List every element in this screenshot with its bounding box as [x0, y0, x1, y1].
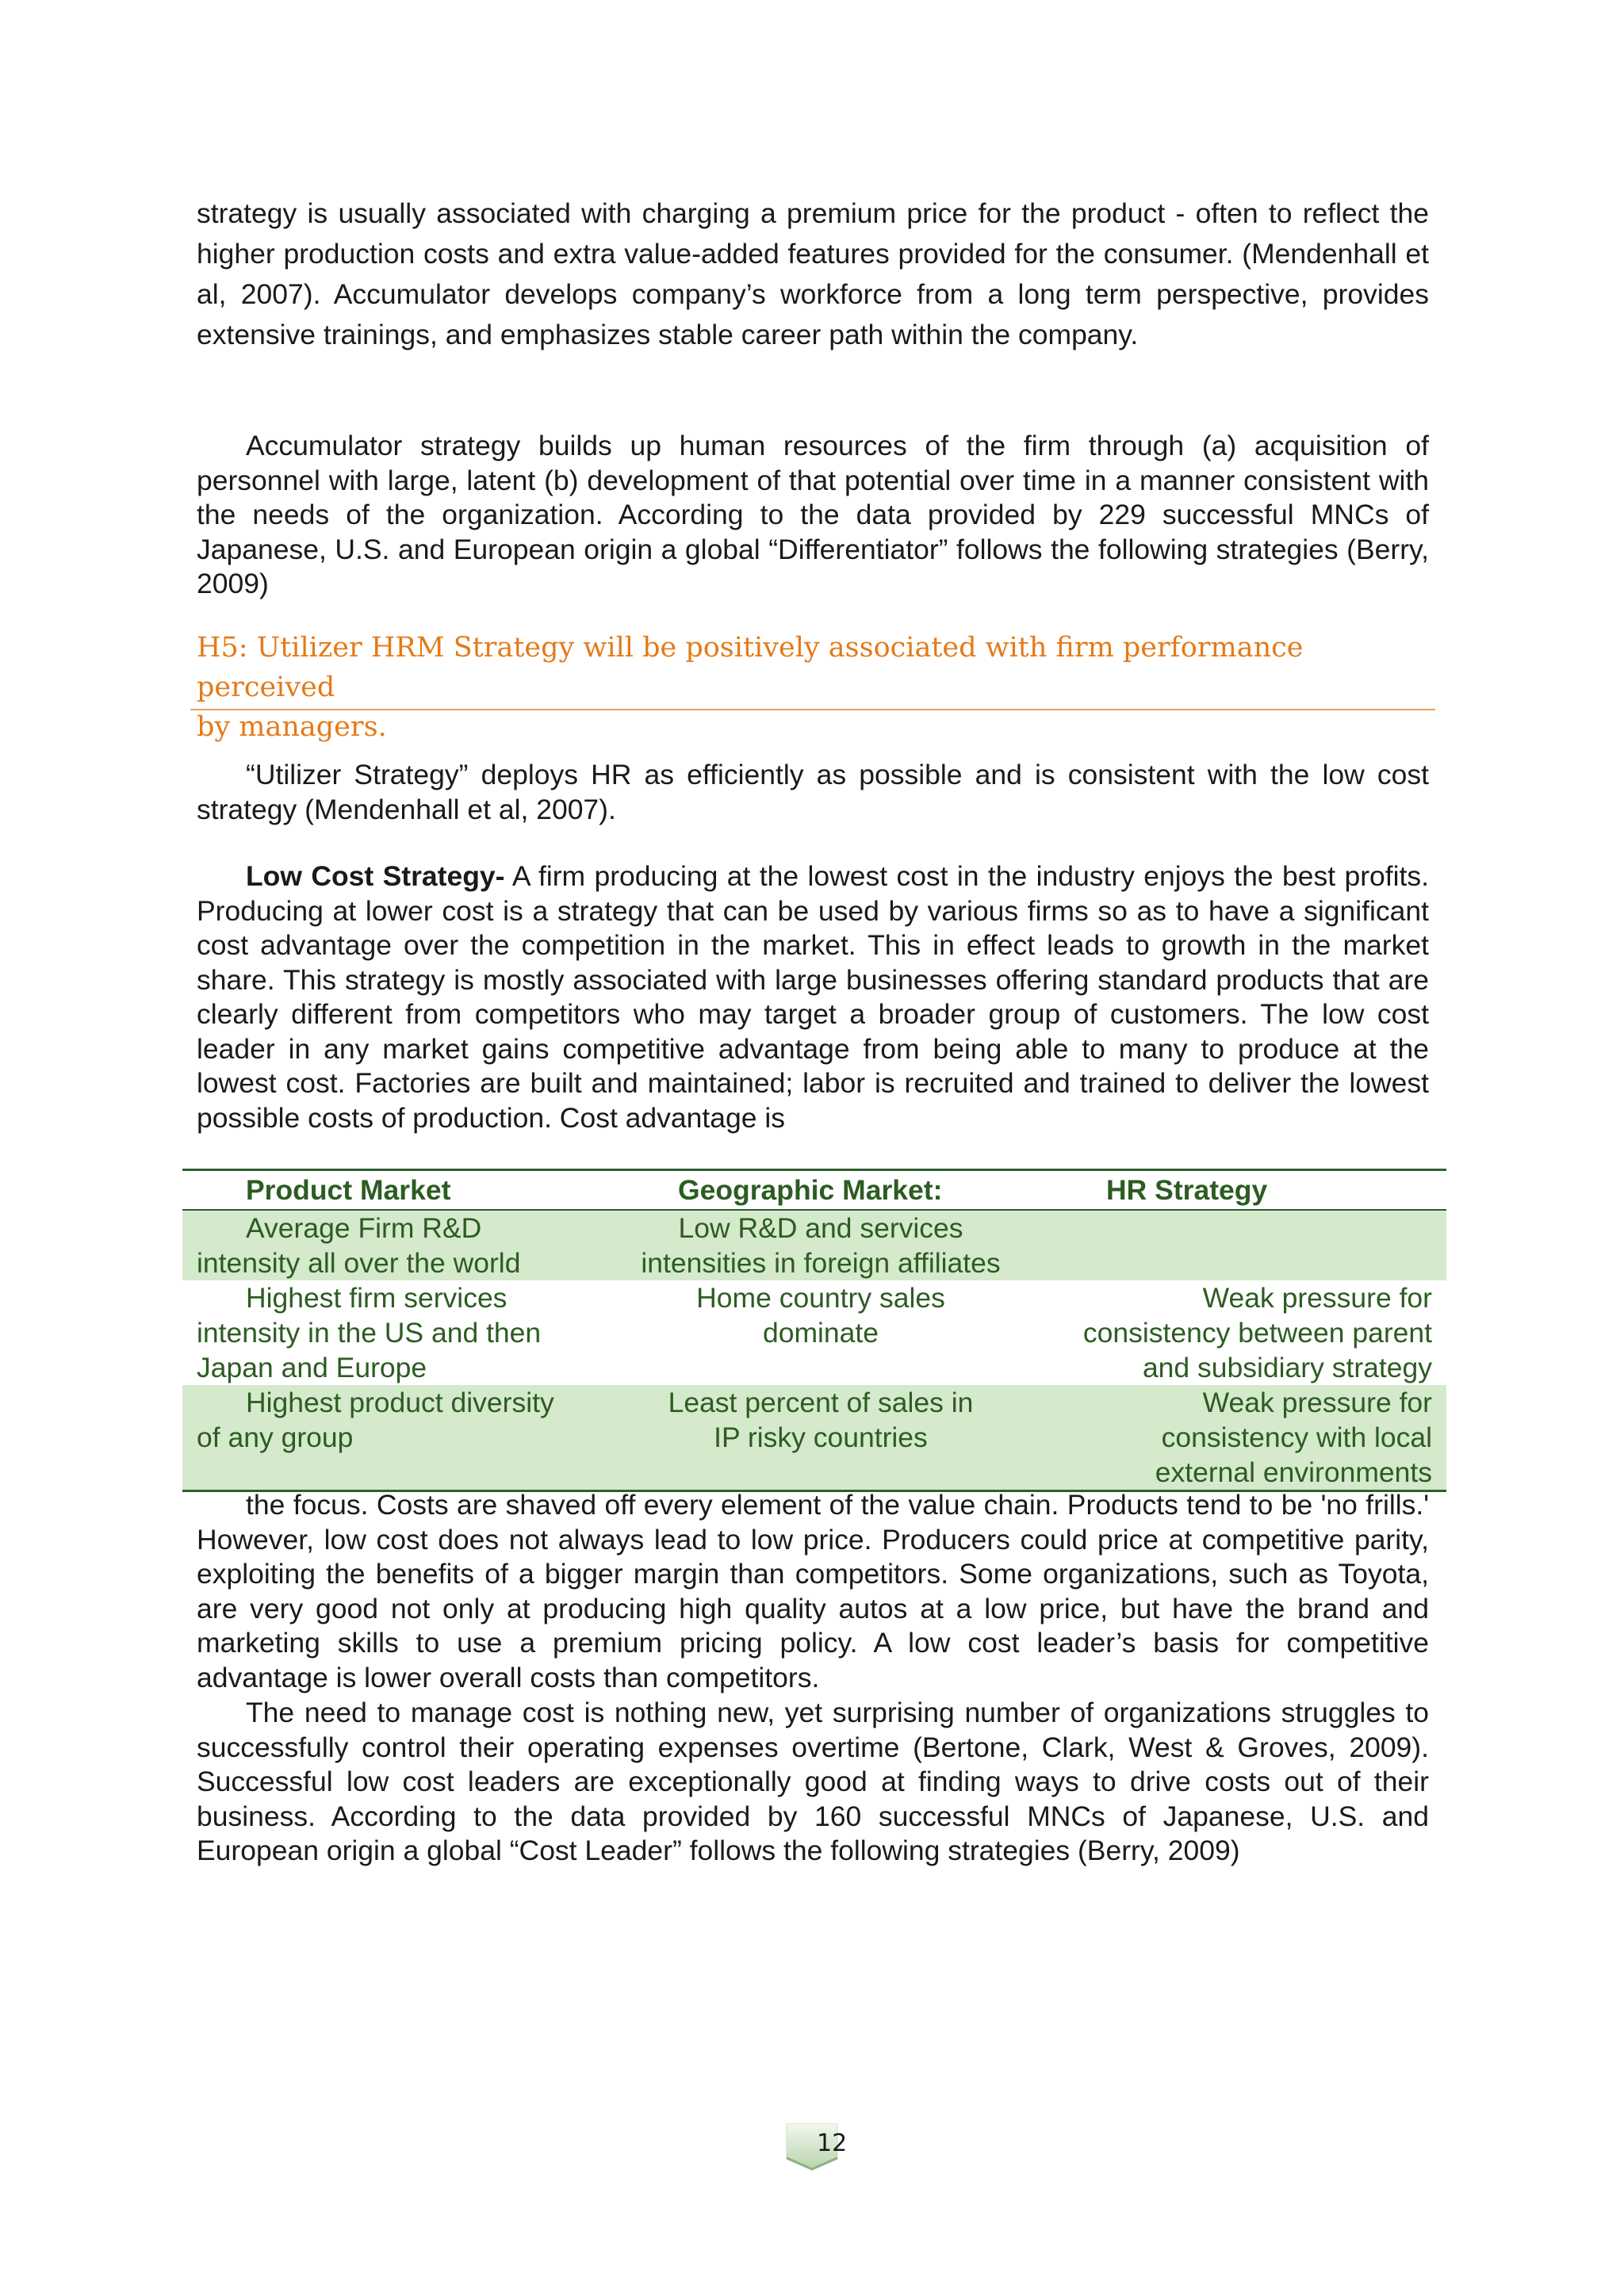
cell-line: Weak pressure for — [1202, 1387, 1432, 1418]
paragraph-6: The need to manage cost is nothing new, yet surprising number of organizations struggles to successfully control their operating expenses overtime (Bertone, Clark, West & Groves, 2009). Successful low cost leaders are exceptionally good at finding ways to drive costs out of their business. According to the data provided by 160 successful MNCs of Japanese, U.S. and European origin a global “Cost Leader” follows the following strategies (Berry, 2009) — [197, 1697, 1429, 1866]
table-cell — [182, 1211, 615, 1280]
header-hr-strategy: HR Strategy — [1106, 1174, 1268, 1206]
paragraph-4-text: A firm producing at the lowest cost in the industry enjoys the best profits. Producing at lower cost is a strategy that can be used by various firms so as to have a significant cost advantage over the competition in the market. This in effect leads to growth in the market share. This strategy is mostly associated with large businesses offering standard products that are clearly different from competitors who may target a broader group of customers. The low cost leader in any market gains competitive advantage from being able to many to produce at the lowest cost. Factories are built and maintained; labor is recruited and trained to deliver the lowest possible costs of production. Cost advantage is — [197, 860, 1429, 1134]
paragraph-3: “Utilizer Strategy” deploys HR as efficiently as possible and is consistent with the low cost strategy (Mendenhall et al, 2007). — [197, 759, 1429, 825]
table-row — [182, 1385, 1446, 1490]
heading-underline — [190, 709, 1435, 710]
cell-line: Home country sales — [696, 1282, 945, 1314]
table-cell — [615, 1280, 1027, 1385]
low-cost-strategy-term: Low Cost Strategy- — [246, 860, 505, 892]
table-cell — [615, 1211, 1027, 1280]
cell-line: Weak pressure for — [1202, 1282, 1432, 1314]
cell-line: intensity in the US and then — [197, 1317, 542, 1349]
cell-line: and subsidiary strategy — [1142, 1352, 1432, 1383]
cell-line: Least percent of sales in — [668, 1387, 974, 1418]
cell-line: intensity all over the world — [197, 1247, 521, 1279]
table-cell — [182, 1385, 615, 1490]
cell-line: IP risky countries — [714, 1422, 928, 1453]
table-row — [182, 1280, 1446, 1385]
table-header-row — [182, 1171, 1446, 1211]
section-heading — [197, 628, 1435, 747]
strategy-table — [182, 1169, 1446, 1492]
table-cell — [1027, 1280, 1446, 1385]
table-cell — [1027, 1385, 1446, 1490]
table-cell — [1027, 1211, 1446, 1280]
cell-line: Low R&D and services — [678, 1212, 963, 1244]
section-heading-line-1: H5: Utilizer HRM Strategy will be positively associated with firm performance perceived — [197, 632, 1304, 703]
paragraph-5: the focus. Costs are shaved off every element of the value chain. Products tend to be 'no frills.' However, low cost does not always lead to low price. Producers could price at competitive parity, exploiting the benefits of a bigger margin than competitors. Some organizations, such as Toyota, are very good not only at producing high quality autos at a low price, but have the brand and marketing skills to use a premium pricing policy. A low cost leader’s basis for competitive advantage is lower overall costs than competitors. — [197, 1489, 1429, 1693]
page-number: 12 — [817, 2130, 848, 2157]
section-heading-line-2: by managers. — [197, 711, 387, 743]
paragraph-2: Accumulator strategy builds up human resources of the firm through (a) acquisition of personnel with large, latent (b) development of that potential over time in a manner consistent with the needs of the organization. According to the data provided by 229 successful MNCs of Japanese, U.S. and European origin a global “Differentiator” follows the following strategies (Berry, 2009) — [197, 430, 1429, 599]
header-product-market: Product Market — [246, 1174, 451, 1206]
table-cell — [615, 1385, 1027, 1490]
table-cell — [182, 1280, 615, 1385]
paragraph-4 — [197, 859, 1429, 1135]
cell-line: consistency between parent — [1082, 1317, 1432, 1349]
cell-line: external environments — [1155, 1456, 1432, 1488]
table-row — [182, 1211, 1446, 1280]
cell-line: Highest product diversity — [246, 1387, 554, 1418]
cell-line: intensities in foreign affiliates — [641, 1247, 1001, 1279]
cell-line: Highest firm services — [246, 1282, 508, 1314]
header-geographic-market: Geographic Market: — [678, 1174, 943, 1206]
paragraph-1: strategy is usually associated with charging a premium price for the product - often to reflect the higher production costs and extra value-added features provided for the consumer. (Mendenhall et al, 2007). Accumulator develops company’s workforce from a long term perspective, provides extensive trainings, and emphasizes stable career path within the company. — [197, 197, 1429, 350]
cell-line: consistency with local — [1161, 1422, 1432, 1453]
cell-line: Japan and Europe — [197, 1352, 427, 1383]
cell-line: dominate — [762, 1317, 879, 1349]
cell-line: of any group — [197, 1422, 354, 1453]
cell-line: Average Firm R&D — [246, 1212, 482, 1244]
